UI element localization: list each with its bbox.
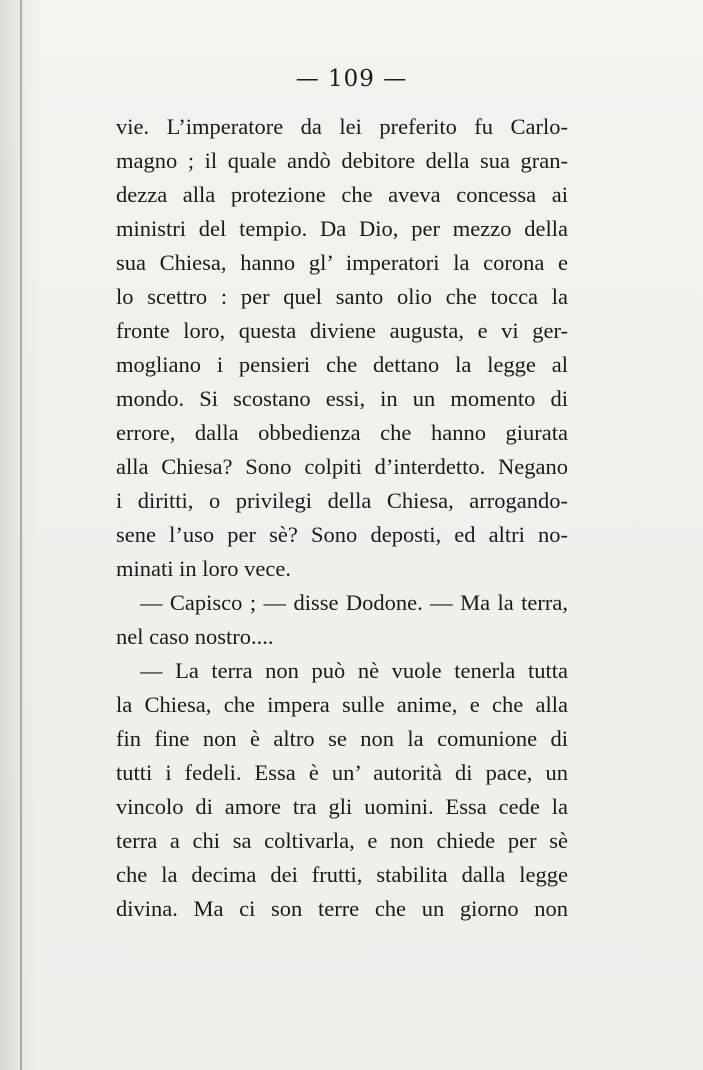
text-line: nel caso nostro....: [116, 624, 274, 649]
text-line: sene l’uso per sè? Sono deposti, ed altri no-: [116, 522, 568, 547]
text-line: mogliano i pensieri che dettano la legge al: [116, 352, 568, 377]
text-line: la Chiesa, che impera sulle anime, e che alla: [116, 692, 568, 717]
text-line: magno ; il quale andò debitore della sua gran-: [116, 148, 568, 173]
text-line: alla Chiesa? Sono colpiti d’interdetto. Negano: [116, 454, 568, 479]
text-line: — Capisco ; — disse Dodone. — Ma la terra,: [140, 590, 568, 615]
text-line: minati in loro vece.: [116, 556, 291, 581]
text-line: i diritti, o privilegi della Chiesa, arrogando-: [116, 488, 568, 513]
text-line: tutti i fedeli. Essa è un’ autorità di pace, un: [116, 760, 568, 785]
text-line: terra a chi sa coltivarla, e non chiede per sè: [116, 828, 568, 853]
text-line: vie. L’imperatore da lei preferito fu Carlo-: [116, 114, 568, 139]
binding-gutter: [20, 0, 22, 1070]
text-line: ministri del tempio. Da Dio, per mezzo della: [116, 216, 568, 241]
text-line: lo scettro : per quel santo olio che tocca la: [116, 284, 568, 309]
text-line: che la decima dei frutti, stabilita dalla legge: [116, 862, 568, 887]
text-line: dezza alla protezione che aveva concessa ai: [116, 182, 568, 207]
text-line: errore, dalla obbedienza che hanno giurata: [116, 420, 568, 445]
text-line: fronte loro, questa diviene augusta, e vi ger-: [116, 318, 568, 343]
body-text: [116, 110, 568, 926]
page-number: — 109 —: [295, 66, 408, 92]
text-line: sua Chiesa, hanno gl’ imperatori la corona e: [116, 250, 568, 275]
text-line: mondo. Si scostano essi, in un momento di: [116, 386, 568, 411]
text-line: vincolo di amore tra gli uomini. Essa cede la: [116, 794, 568, 819]
text-line: fin fine non è altro se non la comunione di: [116, 726, 568, 751]
text-line: — La terra non può nè vuole tenerla tutta: [140, 658, 568, 683]
text-line: divina. Ma ci son terre che un giorno non: [116, 896, 568, 921]
